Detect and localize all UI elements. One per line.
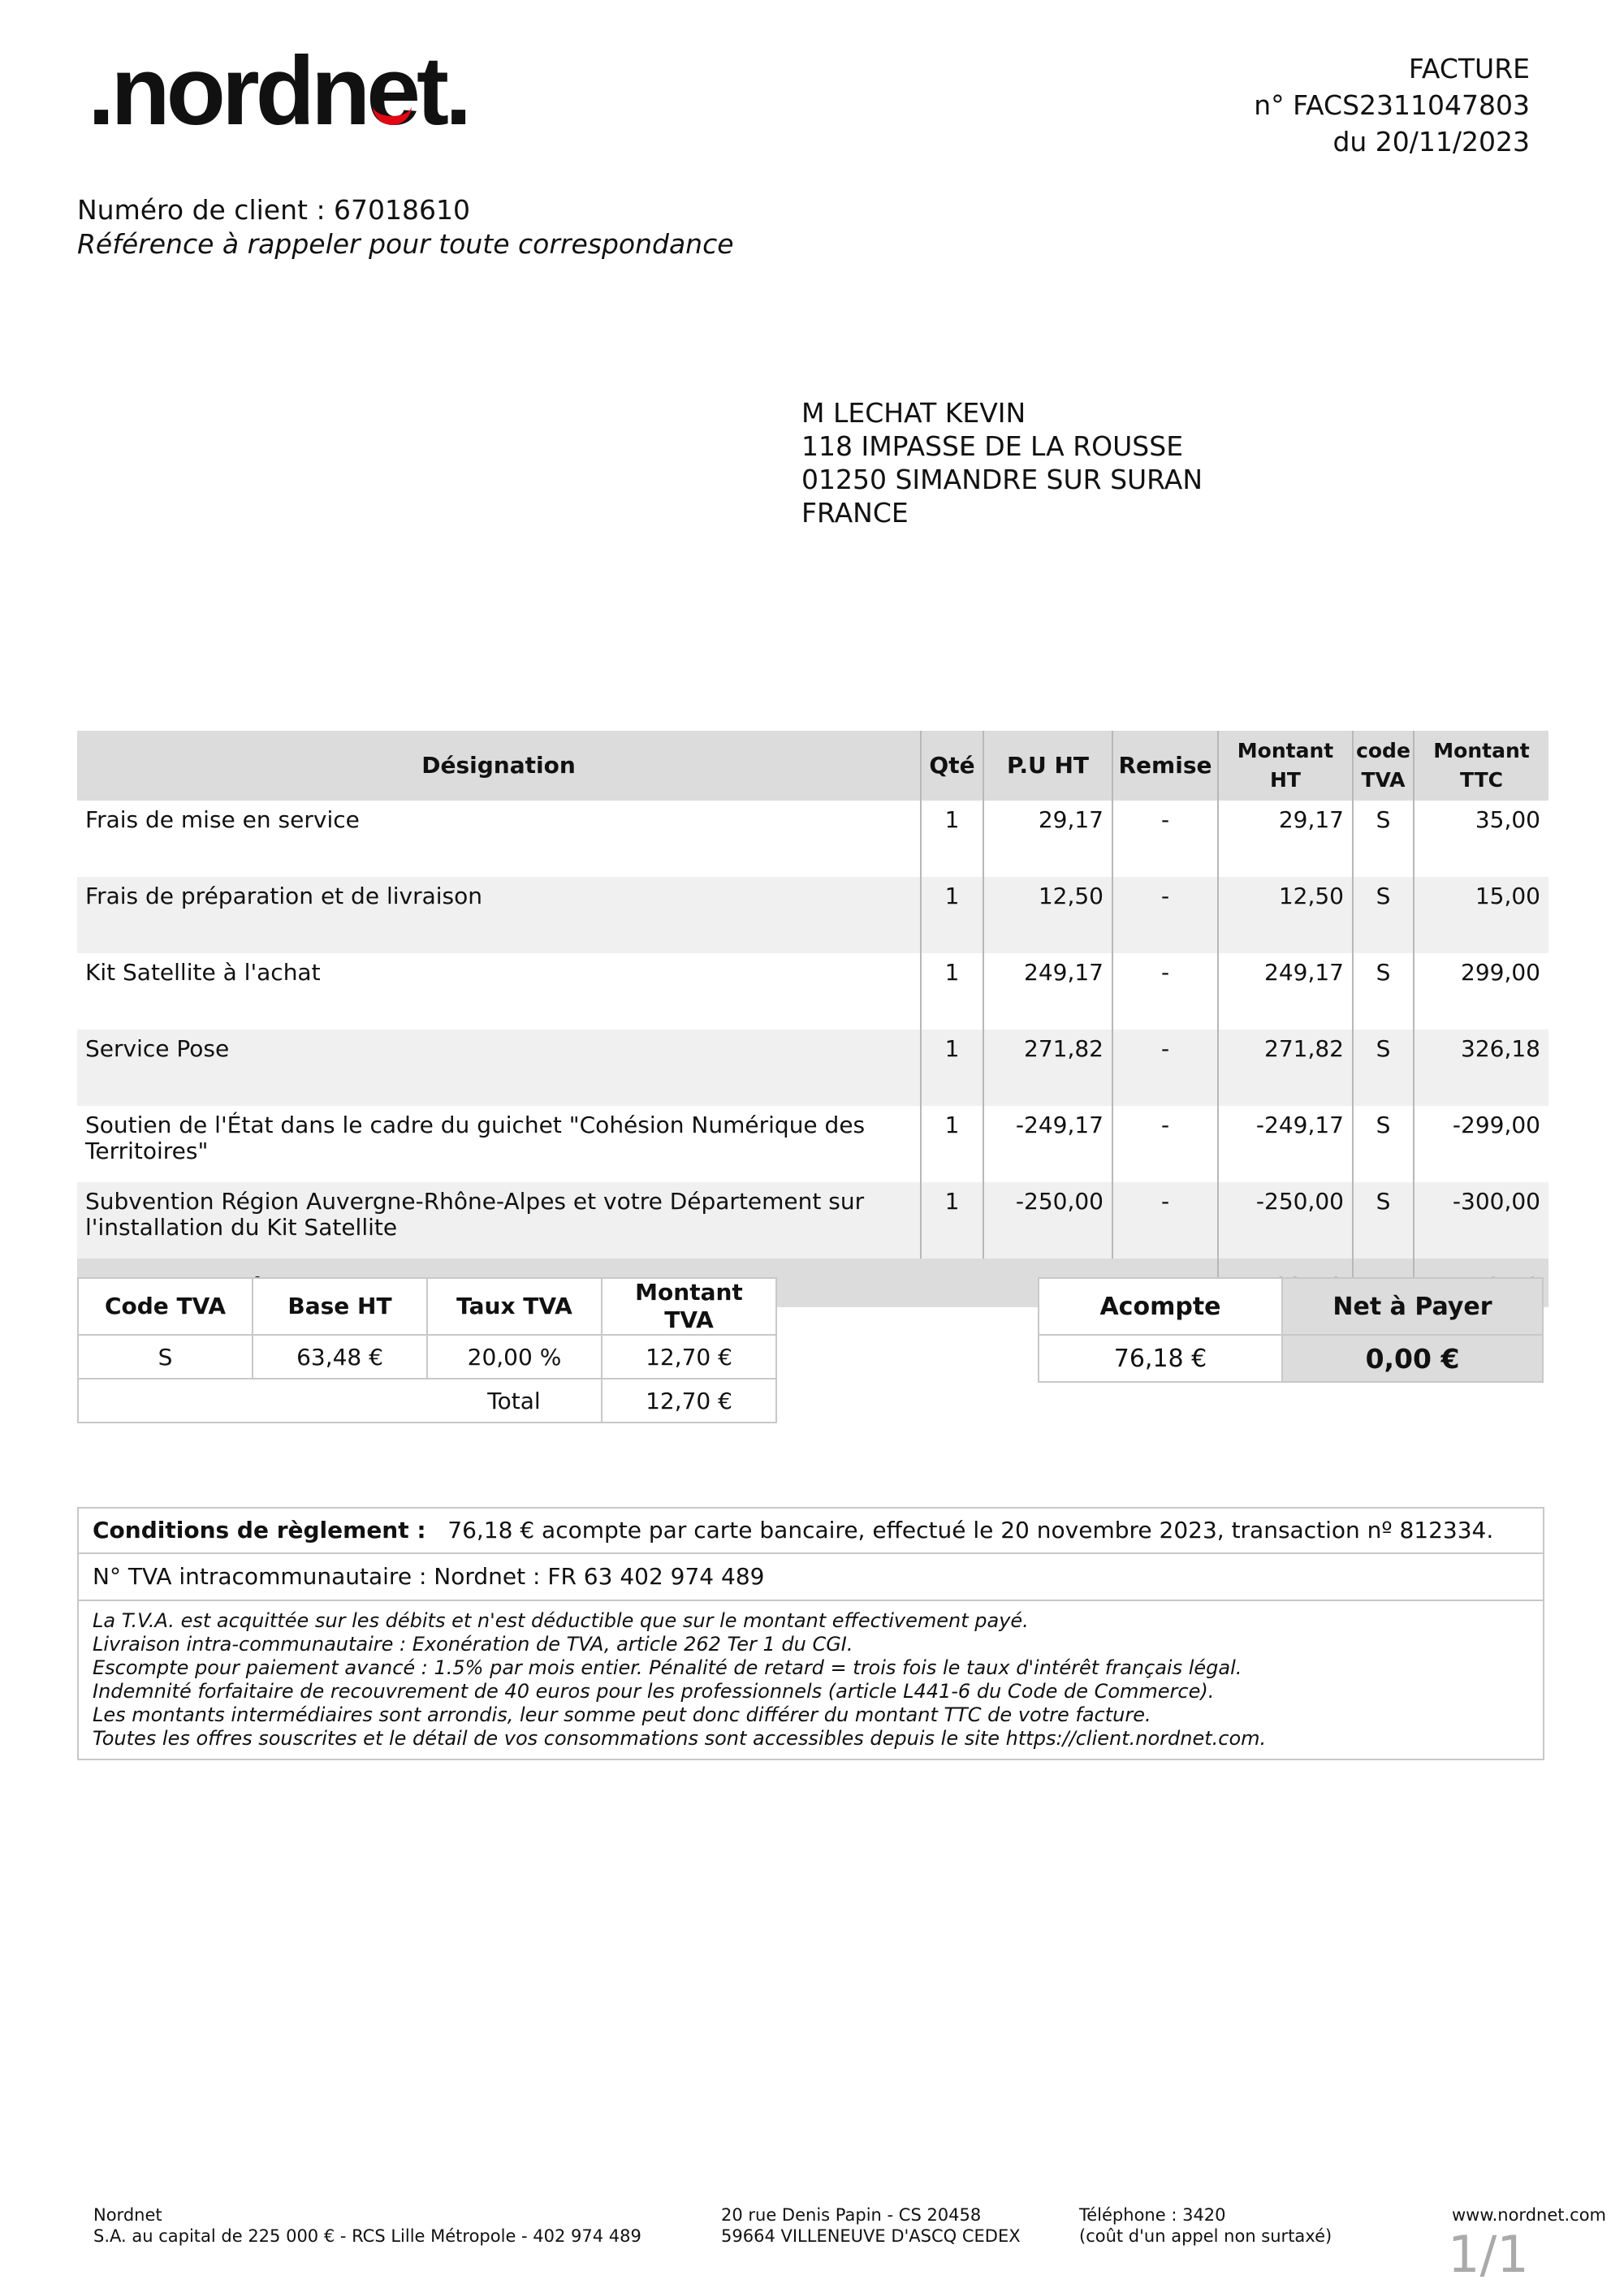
- deposit-value: 76,18 €: [1039, 1335, 1282, 1382]
- invoice-number: n° FACS2311047803: [1254, 89, 1530, 121]
- row-amount-ttc: 326,18: [1414, 1030, 1548, 1106]
- row-unit-price: 249,17: [983, 953, 1112, 1030]
- legal-line: La T.V.A. est acquittée sur les débits et n'est déductible que sur le montant effectivement payé.: [93, 1609, 1029, 1632]
- legal-line: Escompte pour paiement avancé : 1.5% par mois entier. Pénalité de retard = trois fois le taux d'intérêt français légal.: [93, 1656, 1242, 1679]
- table-row: [77, 1182, 1548, 1259]
- vat-amount: 12,70 €: [602, 1335, 776, 1379]
- row-designation: Subvention Région Auvergne-Rhône-Alpes et votre Département sur l'installation du Kit Satellite: [77, 1182, 921, 1259]
- payment-conditions-text: 76,18 € acompte par carte bancaire, effectué le 20 novembre 2023, transaction nº 812334.: [447, 1517, 1494, 1544]
- vat-summary-table: [77, 1277, 777, 1423]
- vat-code: S: [78, 1335, 253, 1379]
- row-designation: Soutien de l'État dans le cadre du guichet "Cohésion Numérique des Territoires": [85, 1112, 866, 1164]
- recipient-street: 118 IMPASSE DE LA ROUSSE: [801, 430, 1184, 462]
- table-header-row: [77, 731, 1548, 801]
- vat-intracom-number: N° TVA intracommunautaire : Nordnet : FR 63 402 974 489: [79, 1554, 1543, 1601]
- table-row: [77, 877, 1548, 953]
- footer-address: [721, 2204, 1021, 2247]
- row-amount-ht: 271,82: [1218, 1030, 1353, 1106]
- row-qty: 1: [921, 1030, 983, 1106]
- net-to-pay-label: Net à Payer: [1282, 1278, 1543, 1335]
- row-unit-price: 271,82: [983, 1030, 1112, 1106]
- row-qty: 1: [921, 801, 983, 877]
- row-vat-code: S: [1353, 801, 1414, 877]
- row-amount-ht: -249,17: [1218, 1106, 1353, 1182]
- recipient-name: M LECHAT KEVIN: [801, 397, 1026, 429]
- legal-line: Indemnité forfaitaire de recouvrement de 40 euros pour les professionnels (article L441-6 du Code de Commerce).: [93, 1680, 1215, 1703]
- header-vat-code: code TVA: [1353, 731, 1414, 801]
- table-row: [77, 1106, 1548, 1182]
- row-unit-price: 29,17: [983, 801, 1112, 877]
- payment-conditions-label: Conditions de règlement :: [93, 1517, 426, 1544]
- row-amount-ht: 12,50: [1218, 877, 1353, 953]
- row-unit-price: 12,50: [983, 877, 1112, 953]
- row-unit-price: -249,17: [983, 1106, 1112, 1182]
- row-unit-price: -250,00: [983, 1182, 1112, 1259]
- header-amount-ttc: Montant TTC: [1414, 731, 1548, 801]
- page-number: 1/1: [1448, 2225, 1529, 2284]
- row-designation: Frais de mise en service: [85, 806, 360, 833]
- footer-phone: [1079, 2204, 1332, 2247]
- header-amount-ht: Montant HT: [1218, 731, 1353, 801]
- row-vat-code: S: [1353, 953, 1414, 1030]
- footer-company: [93, 2204, 641, 2247]
- legal-line: Toutes les offres souscrites et le détail de vos consommations sont accessibles depuis le site https://client.nordnet.com.: [93, 1727, 1267, 1750]
- payment-summary-table: [1038, 1277, 1544, 1383]
- vat-base: 63,48 €: [253, 1335, 427, 1379]
- vat-total-label: Total: [427, 1379, 602, 1423]
- invoice-header: [1254, 50, 1530, 160]
- deposit-label: Acompte: [1039, 1278, 1282, 1335]
- row-vat-code: S: [1353, 877, 1414, 953]
- recipient-city: 01250 SIMANDRE SUR SURAN: [801, 464, 1203, 495]
- row-designation: Frais de préparation et de livraison: [77, 877, 921, 953]
- table-row: [77, 801, 1548, 877]
- row-discount: -: [1112, 953, 1218, 1030]
- footer-website[interactable]: www.nordnet.com: [1452, 2205, 1607, 2225]
- row-amount-ttc: 299,00: [1414, 953, 1548, 1030]
- nordnet-logo: .nordne t.: [88, 37, 469, 145]
- row-discount: -: [1112, 1106, 1218, 1182]
- row-amount-ttc: 15,00: [1414, 877, 1548, 953]
- legal-line: Les montants intermédiaires sont arrondis, leur somme peut donc différer du montant TTC de votre facture.: [93, 1703, 1151, 1726]
- footer-company-legal: S.A. au capital de 225 000 € - RCS Lille Métropole - 402 974 489: [93, 2226, 641, 2246]
- row-amount-ttc: 35,00: [1414, 801, 1548, 877]
- legal-notes: [79, 1601, 1543, 1759]
- footer-phone-line-2: (coût d'un appel non surtaxé): [1079, 2226, 1332, 2246]
- header-unit-price: P.U HT: [983, 731, 1112, 801]
- vat-header-base: Base HT: [253, 1278, 427, 1335]
- row-vat-code: S: [1353, 1030, 1414, 1106]
- payment-conditions: [79, 1509, 1543, 1554]
- payment-conditions-box: [77, 1507, 1544, 1760]
- legal-line: Livraison intra-communautaire : Exonération de TVA, article 262 Ter 1 du CGI.: [93, 1633, 853, 1656]
- client-reference-note: Référence à rappeler pour toute correspondance: [77, 228, 734, 260]
- vat-header-code: Code TVA: [78, 1278, 253, 1335]
- header-qty: Qté: [921, 731, 983, 801]
- recipient-country: FRANCE: [801, 497, 909, 529]
- row-qty: 1: [921, 953, 983, 1030]
- row-discount: -: [1112, 1182, 1218, 1259]
- row-designation: Service Pose: [77, 1030, 921, 1106]
- vat-total-row: [78, 1379, 776, 1423]
- row-qty: 1: [921, 877, 983, 953]
- invoice-type: FACTURE: [1408, 53, 1530, 84]
- row-amount-ht: 29,17: [1218, 801, 1353, 877]
- header-discount: Remise: [1112, 731, 1218, 801]
- row-discount: -: [1112, 877, 1218, 953]
- table-row: [77, 1030, 1548, 1106]
- client-number: Numéro de client : 67018610: [77, 194, 471, 226]
- footer-company-name: Nordnet: [93, 2205, 162, 2225]
- row-qty: 1: [921, 1106, 983, 1182]
- table-row: [77, 953, 1548, 1030]
- row-vat-code: S: [1353, 1106, 1414, 1182]
- recipient-address: [801, 396, 1203, 529]
- row-amount-ttc: -300,00: [1414, 1182, 1548, 1259]
- header-designation: Désignation: [77, 731, 921, 801]
- footer-phone-line-1: Téléphone : 3420: [1079, 2205, 1226, 2225]
- vat-header-rate: Taux TVA: [427, 1278, 602, 1335]
- client-info: [77, 193, 734, 261]
- table-row: [78, 1335, 776, 1379]
- row-amount-ht: 249,17: [1218, 953, 1353, 1030]
- row-discount: -: [1112, 1030, 1218, 1106]
- row-designation: Kit Satellite à l'achat: [85, 959, 321, 986]
- net-to-pay-value: 0,00 €: [1282, 1335, 1543, 1382]
- row-discount: -: [1112, 801, 1218, 877]
- vat-rate: 20,00 %: [427, 1335, 602, 1379]
- row-vat-code: S: [1353, 1182, 1414, 1259]
- row-amount-ttc: -299,00: [1414, 1106, 1548, 1182]
- vat-header-amount: Montant TVA: [602, 1278, 776, 1335]
- footer-address-line-2: 59664 VILLENEUVE D'ASCQ CEDEX: [721, 2226, 1021, 2246]
- row-qty: 1: [921, 1182, 983, 1259]
- invoice-items-table: [77, 731, 1548, 1307]
- footer-address-line-1: 20 rue Denis Papin - CS 20458: [721, 2205, 982, 2225]
- invoice-date: du 20/11/2023: [1332, 126, 1530, 158]
- row-amount-ht: -250,00: [1218, 1182, 1353, 1259]
- vat-total-amount: 12,70 €: [602, 1379, 776, 1423]
